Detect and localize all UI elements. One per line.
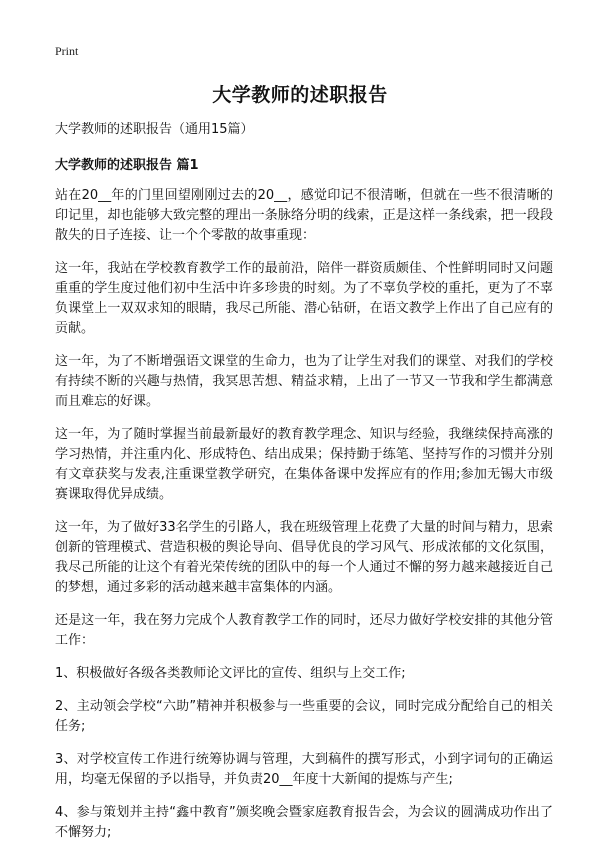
print-label: Print: [55, 44, 79, 58]
list-item-3: 3、对学校宣传工作进行统筹协调与管理，大到稿件的撰写形式，小到字词句的正确运用，均毫无保留的予以指导，并负责20__年度十大新闻的提炼与产生;: [55, 752, 553, 787]
list-item-1: 1、积极做好各级各类教师论文评比的宣传、组织与上交工作;: [55, 666, 406, 681]
paragraph-learning: 这一年，为了随时掌握当前最新最好的教育教学理念、知识与经验，我继续保持高涨的学习热情，并注重内化、形成特色、结出成果；保持勤于练笔、坚持写作的习惯并分别有文章获奖与发表,注重课堂教学研究，在集体备课中发挥应有的作用;参加无锡大市级赛课取得优异成绩。: [55, 427, 553, 502]
paragraph-classroom: 这一年，为了不断增强语文课堂的生命力，也为了让学生对我们的课堂、对我们的学校有持续不断的兴趣与热情，我冥思苦想、精益求精，上出了一节又一节我和学生都满意而且难忘的好课。: [55, 354, 553, 409]
paragraph-class-management: 这一年，为了做好33名学生的引路人，我在班级管理上花费了大量的时间与精力，思索创新的管理模式、营造积极的舆论导向、倡导优良的学习风气、形成浓郁的文化氛围，我尽己所能的让这个有着光荣传统的团队中的每一个人通过不懈的努力越来越接近自己的梦想，通过多彩的活动越来越丰富集体的内涵。: [55, 520, 553, 595]
section-heading: 大学教师的述职报告 篇1: [55, 158, 199, 173]
paragraph-teaching: 这一年，我站在学校教育教学工作的最前沿，陪伴一群资质颇佳、个性鲜明同时又问题重重的学生度过他们初中生活中许多珍贵的时刻。为了不辜负学校的重托，更为了不辜负课堂上一双双求知的眼睛，我尽己所能、潜心钻研，在语文教学上作出了自己应有的贡献。: [55, 261, 553, 336]
paragraph-other-duties: 还是这一年，我在努力完成个人教育教学工作的同时，还尽力做好学校安排的其他分管工作：: [55, 613, 553, 648]
paragraph-intro: 站在20__年的门里回望刚刚过去的20__，感觉印记不很清晰，但就在一些不很清晰的印记里，却也能够大致完整的理出一条脉络分明的线索，正是这样一条线索，把一段段散失的日子连接、让一个个零散的故事重现：: [55, 188, 553, 243]
list-item-4: 4、参与策划并主持“鑫中教育”颁奖晚会暨家庭教育报告会，为会议的圆满成功作出了不懈努力;: [55, 805, 553, 840]
list-item-2: 2、主动领会学校“六助”精神并积极参与一些重要的会议，同时完成分配给自己的相关任务;: [55, 699, 553, 734]
document-body: [55, 120, 553, 856]
document-title: 大学教师的述职报告: [212, 84, 388, 106]
document-subtitle: 大学教师的述职报告（通用15篇）: [55, 122, 254, 137]
